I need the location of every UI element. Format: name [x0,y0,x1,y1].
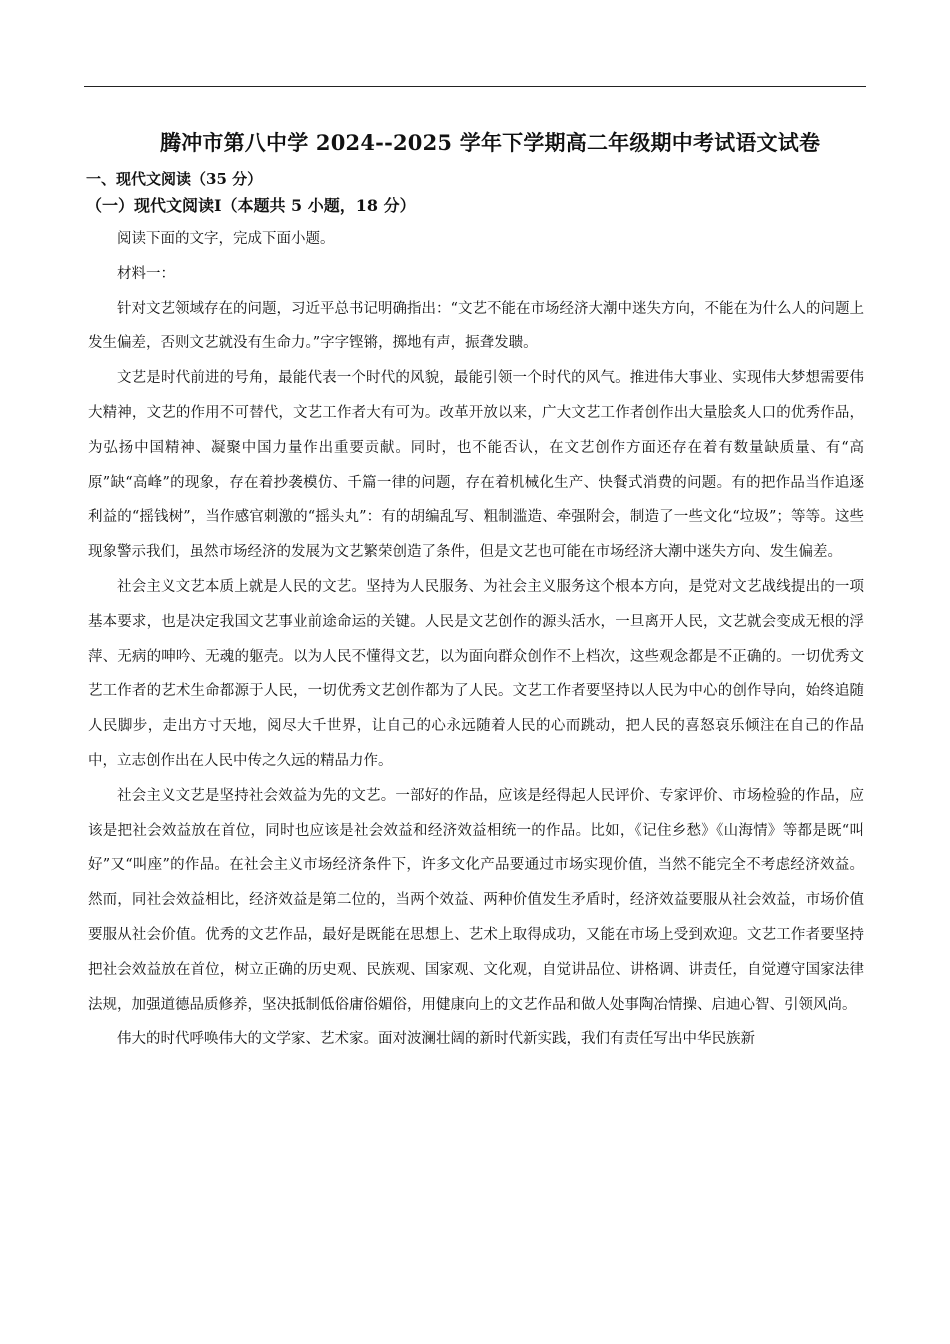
instruction-text: 阅读下面的文字，完成下面小题。 [117,231,335,247]
passage-paragraph-5: 伟大的时代呼唤伟大的文学家、艺术家。面对波澜壮阔的新时代新实践，我们有责任写出中华民族新 [117,1031,755,1048]
sub-section-heading: （一）现代文阅读I（本题共 5 小题，18 分） [86,196,416,215]
reading-passage [88,222,864,1057]
header-rule [84,86,866,87]
exam-title: 腾冲市第八中学 2024--2025 学年下学期高二年级期中考试语文试卷 [160,130,821,155]
material-label: 材料一： [117,265,175,282]
passage-paragraph-4: 社会主义文艺是坚持社会效益为先的文艺。一部好的作品，应该是经得起人民评价、专家评价、市场检验的作品，应该是把社会效益放在首位，同时也应该是社会效益和经济效益相统一的作品。比如，《记住乡愁》《山海情》等都是既“叫好”又“叫座”的作品。在社会主义市场经济条件下，许多文化产品要通过市场实现价值，当然不能完全不考虑经济效益。然而，同社会效益相比，经济效益是第二位的，当两个效益、两种价值发生矛盾时，经济效益要服从社会效益，市场价值要服从社会价值。优秀的文艺作品，最好是既能在思想上、艺术上取得成功，又能在市场上受到欢迎。文艺工作者要坚持把社会效益放在首位，树立正确的历史观、民族观、国家观、文化观，自觉讲品位、讲格调、讲责任，自觉遵守国家法律法规，加强道德品质修养，坚决抵制低俗庸俗媚俗，用健康向上的文艺作品和做人处事陶冶情操、启迪心智、引领风尚。 [88,787,864,1013]
passage-paragraph-1: 针对文艺领域存在的问题，习近平总书记明确指出：“文艺不能在市场经济大潮中迷失方向，不能在为什么人的问题上发生偏差，否则文艺就没有生命力。”字字铿锵，掷地有声，振聋发聩。 [88,300,864,352]
section-heading: 一、现代文阅读（35 分） [86,170,263,188]
passage-paragraph-2: 文艺是时代前进的号角，最能代表一个时代的风貌，最能引领一个时代的风气。推进伟大事业、实现伟大梦想需要伟大精神，文艺的作用不可替代，文艺工作者大有可为。改革开放以来，广大文艺工作者创作出大量脍炙人口的优秀作品，为弘扬中国精神、凝聚中国力量作出重要贡献。同时，也不能否认，在文艺创作方面还存在着有数量缺质量、有“高原”缺“高峰”的现象，存在着抄袭模仿、千篇一律的问题，存在着机械化生产、快餐式消费的问题。有的把作品当作追逐利益的“摇钱树”，当作感官刺激的“摇头丸”：有的胡编乱写、粗制滥造、牵强附会，制造了一些文化“垃圾”；等等。这些现象警示我们，虽然市场经济的发展为文艺繁荣创造了条件，但是文艺也可能在市场经济大潮中迷失方向、发生偏差。 [88,370,864,561]
passage-paragraph-3: 社会主义文艺本质上就是人民的文艺。坚持为人民服务、为社会主义服务这个根本方向，是党对文艺战线提出的一项基本要求，也是决定我国文艺事业前途命运的关键。人民是文艺创作的源头活水，一旦离开人民，文艺就会变成无根的浮萍、无病的呻吟、无魂的躯壳。以为人民不懂得文艺，以为面向群众创作不上档次，这些观念都是不正确的。一切优秀文艺工作者的艺术生命都源于人民，一切优秀文艺创作都为了人民。文艺工作者要坚持以人民为中心的创作导向，始终追随人民脚步，走出方寸天地，阅尽大千世界，让自己的心永远随着人民的心而跳动，把人民的喜怒哀乐倾注在自己的作品中，立志创作出在人民中传之久远的精品力作。 [88,578,864,769]
